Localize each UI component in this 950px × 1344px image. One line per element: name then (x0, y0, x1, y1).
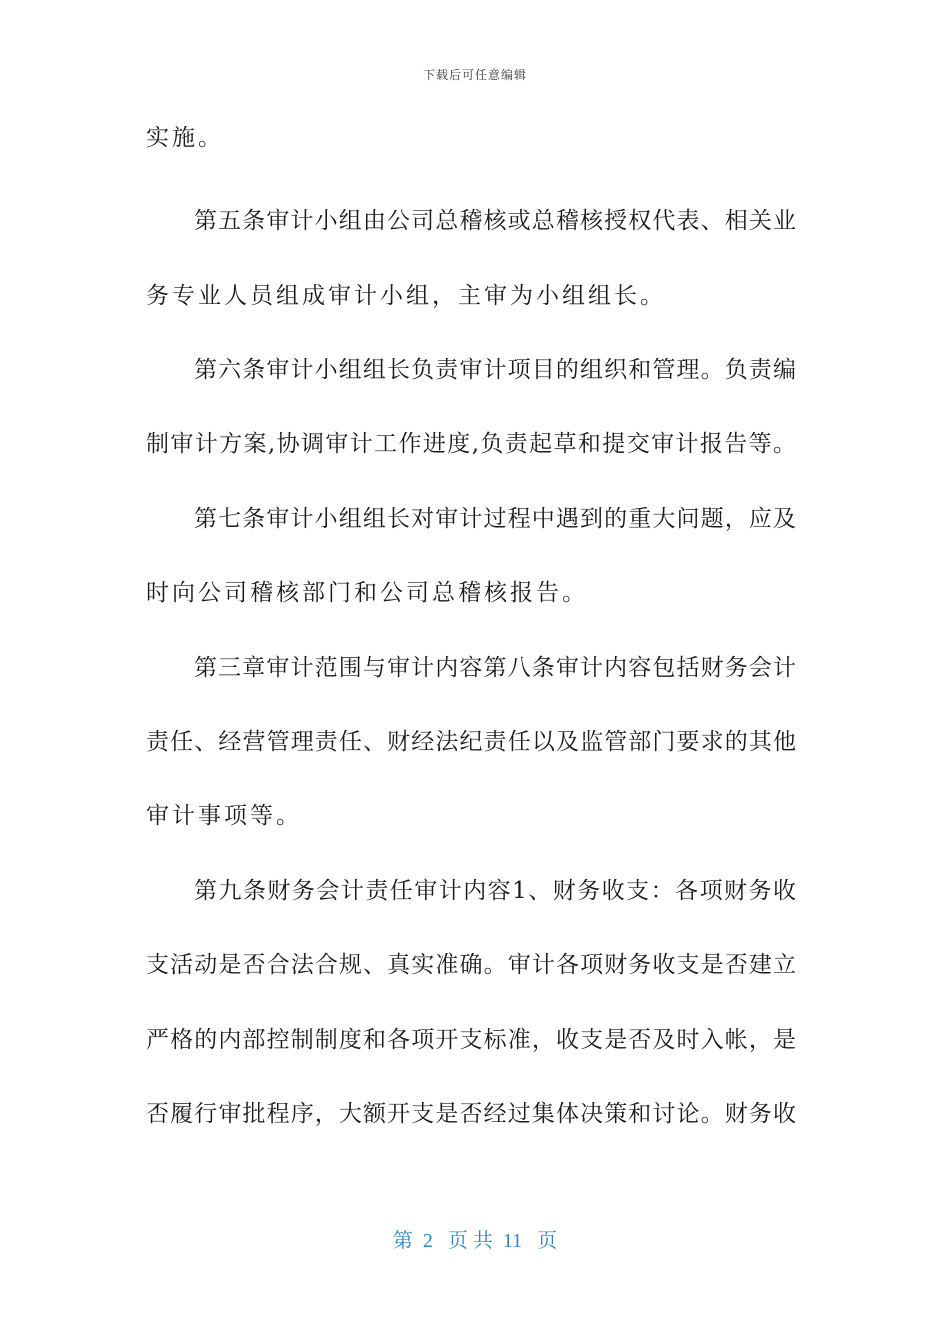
text-line: 责任、经营管理责任、财经法纪责任以及监管部门要求的其他 (146, 729, 796, 755)
text-line: 时向公司稽核部门和公司总稽核报告。 (146, 580, 588, 606)
text-line: 第七条审计小组组长对审计过程中遇到的重大问题，应及 (194, 506, 796, 532)
text-line: 第六条审计小组组长负责审计项目的组织和管理。负责编 (194, 357, 796, 383)
text-line: 审计事项等。 (146, 803, 302, 829)
text-line: 第五条审计小组由公司总稽核或总稽核授权代表、相关业 (194, 208, 796, 234)
text-line: 严格的内部控制制度和各项开支标准，收支是否及时入帐，是 (146, 1027, 796, 1053)
text-line: 务专业人员组成审计小组，主审为小组组长。 (146, 283, 666, 309)
text-line: 第三章审计范围与审计内容第八条审计内容包括财务会计 (194, 655, 796, 681)
text-line: 支活动是否合法合规、真实准确。审计各项财务收支是否建立 (146, 952, 796, 978)
text-line: 第九条财务会计责任审计内容1、财务收支：各项财务收 (194, 878, 796, 904)
page-number-footer: 第 2 页 共 11 页 (392, 1230, 558, 1252)
text-line: 实施。 (146, 125, 224, 151)
text-line: 否履行审批程序，大额开支是否经过集体决策和讨论。财务收 (146, 1101, 796, 1127)
page-header-note: 下载后可任意编辑 (422, 68, 527, 82)
text-line: 制审计方案,协调审计工作进度,负责起草和提交审计报告等。 (146, 431, 796, 457)
